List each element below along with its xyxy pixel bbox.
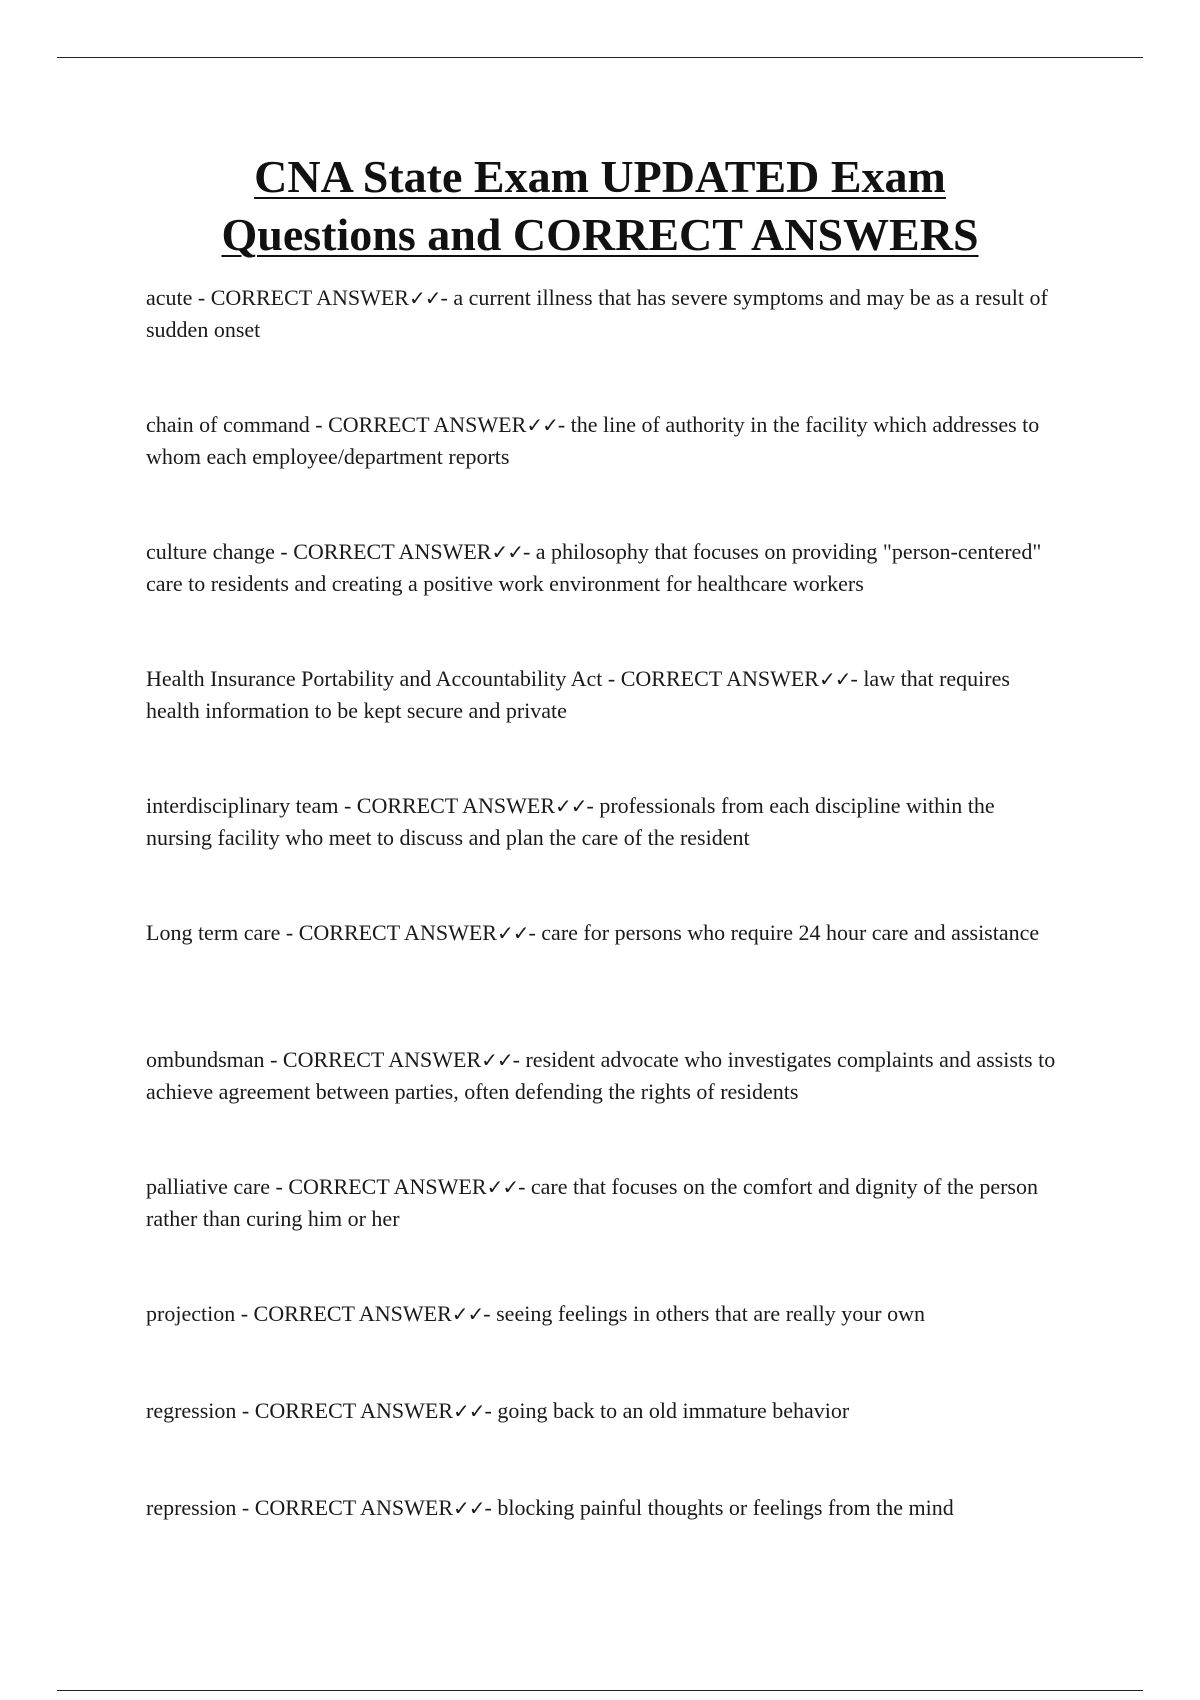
- entry-term: culture change: [146, 539, 275, 564]
- document-title: [0, 148, 1200, 264]
- answer-label: CORRECT ANSWER: [298, 920, 497, 945]
- entry-term: acute: [146, 285, 193, 310]
- entry-definition: care that focuses on the comfort and dignity of the person rather than curing him or her: [146, 1174, 1038, 1231]
- answer-label: CORRECT ANSWER: [328, 412, 527, 437]
- entry-long-term-care: Long term care - CORRECT ANSWER✓✓- care for persons who require 24 hour care and assistance: [146, 920, 1040, 945]
- check-marks-icon: ✓✓: [486, 1175, 519, 1199]
- entry-definition: a current illness that has severe symptoms and may be as a result of sudden onset: [146, 285, 1048, 342]
- answer-label: CORRECT ANSWER: [254, 1398, 453, 1423]
- entry-list: [146, 282, 1066, 1524]
- answer-label: CORRECT ANSWER: [356, 793, 556, 818]
- answer-label: CORRECT ANSWER: [253, 1301, 452, 1326]
- check-marks-icon: ✓✓: [555, 794, 587, 818]
- entry-term: Health Insurance Portability and Accountability Act: [146, 666, 603, 691]
- entry-palliative-care: palliative care - CORRECT ANSWER✓✓- care that focuses on the comfort and dignity of the person rather than curing him or her: [146, 1174, 1038, 1231]
- entry-interdisciplinary-team: interdisciplinary team - CORRECT ANSWER✓✓- professionals from each discipline within the nursing facility who meet to discuss and plan the care of the resident: [146, 793, 995, 850]
- entry-regression: regression - CORRECT ANSWER✓✓- going back to an old immature behavior: [146, 1398, 850, 1423]
- entry-term: regression: [146, 1398, 237, 1423]
- check-marks-icon: ✓✓: [818, 667, 851, 691]
- check-marks-icon: ✓✓: [453, 1399, 485, 1423]
- bottom-rule: [57, 1690, 1143, 1691]
- entry-chain-of-command: chain of command - CORRECT ANSWER✓✓- the line of authority in the facility which addresses to whom each employee/department reports: [146, 412, 1040, 469]
- entry-definition: care for persons who require 24 hour care and assistance: [541, 920, 1040, 945]
- check-marks-icon: ✓✓: [491, 540, 523, 564]
- answer-label: CORRECT ANSWER: [210, 285, 409, 310]
- top-rule: [57, 57, 1143, 58]
- entry-term: projection: [146, 1301, 236, 1326]
- entry-term: chain of command: [146, 412, 310, 437]
- entry-definition: resident advocate who investigates complaints and assists to achieve agreement between parties, often defending the rights of residents: [146, 1047, 1056, 1104]
- check-marks-icon: ✓✓: [451, 1302, 484, 1326]
- check-marks-icon: ✓✓: [408, 286, 441, 310]
- entry-culture-change: culture change - CORRECT ANSWER✓✓- a philosophy that focuses on providing "person-centered" care to residents and creating a positive work environment for healthcare workers: [146, 539, 1042, 596]
- entry-term: repression: [146, 1495, 237, 1520]
- entry-definition: professionals from each discipline within the nursing facility who meet to discuss and plan the care of the resident: [146, 793, 995, 850]
- entry-term: palliative care: [146, 1174, 270, 1199]
- entry-term: ombundsman: [146, 1047, 265, 1072]
- check-marks-icon: ✓✓: [453, 1496, 485, 1520]
- entry-definition: blocking painful thoughts or feelings from the mind: [497, 1495, 954, 1520]
- check-marks-icon: ✓✓: [526, 413, 558, 437]
- title-line-1: CNA State Exam UPDATED Exam: [254, 151, 946, 202]
- entry-term: interdisciplinary team: [146, 793, 339, 818]
- answer-label: CORRECT ANSWER: [288, 1174, 487, 1199]
- answer-label: CORRECT ANSWER: [620, 666, 819, 691]
- check-marks-icon: ✓✓: [481, 1048, 513, 1072]
- entry-definition: the line of authority in the facility which addresses to whom each employee/department reports: [146, 412, 1040, 469]
- entry-definition: going back to an old immature behavior: [497, 1398, 850, 1423]
- answer-label: CORRECT ANSWER: [293, 539, 492, 564]
- entry-ombundsman: ombundsman - CORRECT ANSWER✓✓- resident advocate who investigates complaints and assists to achieve agreement between parties, often defending the rights of residents: [146, 1047, 1056, 1104]
- check-marks-icon: ✓✓: [496, 921, 529, 945]
- entry-definition: a philosophy that focuses on providing "person-centered" care to residents and creating a positive work environment for healthcare workers: [146, 539, 1042, 596]
- entry-definition: seeing feelings in others that are really your own: [496, 1301, 925, 1326]
- entry-term: Long term care: [146, 920, 281, 945]
- entry-projection: projection - CORRECT ANSWER✓✓- seeing feelings in others that are really your own: [146, 1301, 925, 1326]
- entry-definition: law that requires health information to be kept secure and private: [146, 666, 1010, 723]
- entry-repression: repression - CORRECT ANSWER✓✓- blocking painful thoughts or feelings from the mind: [146, 1495, 954, 1520]
- title-line-2: Questions and CORRECT ANSWERS: [221, 209, 979, 260]
- entry-acute: acute - CORRECT ANSWER✓✓- a current illness that has severe symptoms and may be as a result of sudden onset: [146, 285, 1048, 342]
- answer-label: CORRECT ANSWER: [254, 1495, 453, 1520]
- entry-hipaa: Health Insurance Portability and Accountability Act - CORRECT ANSWER✓✓- law that requires health information to be kept secure and private: [146, 666, 1010, 723]
- answer-label: CORRECT ANSWER: [282, 1047, 482, 1072]
